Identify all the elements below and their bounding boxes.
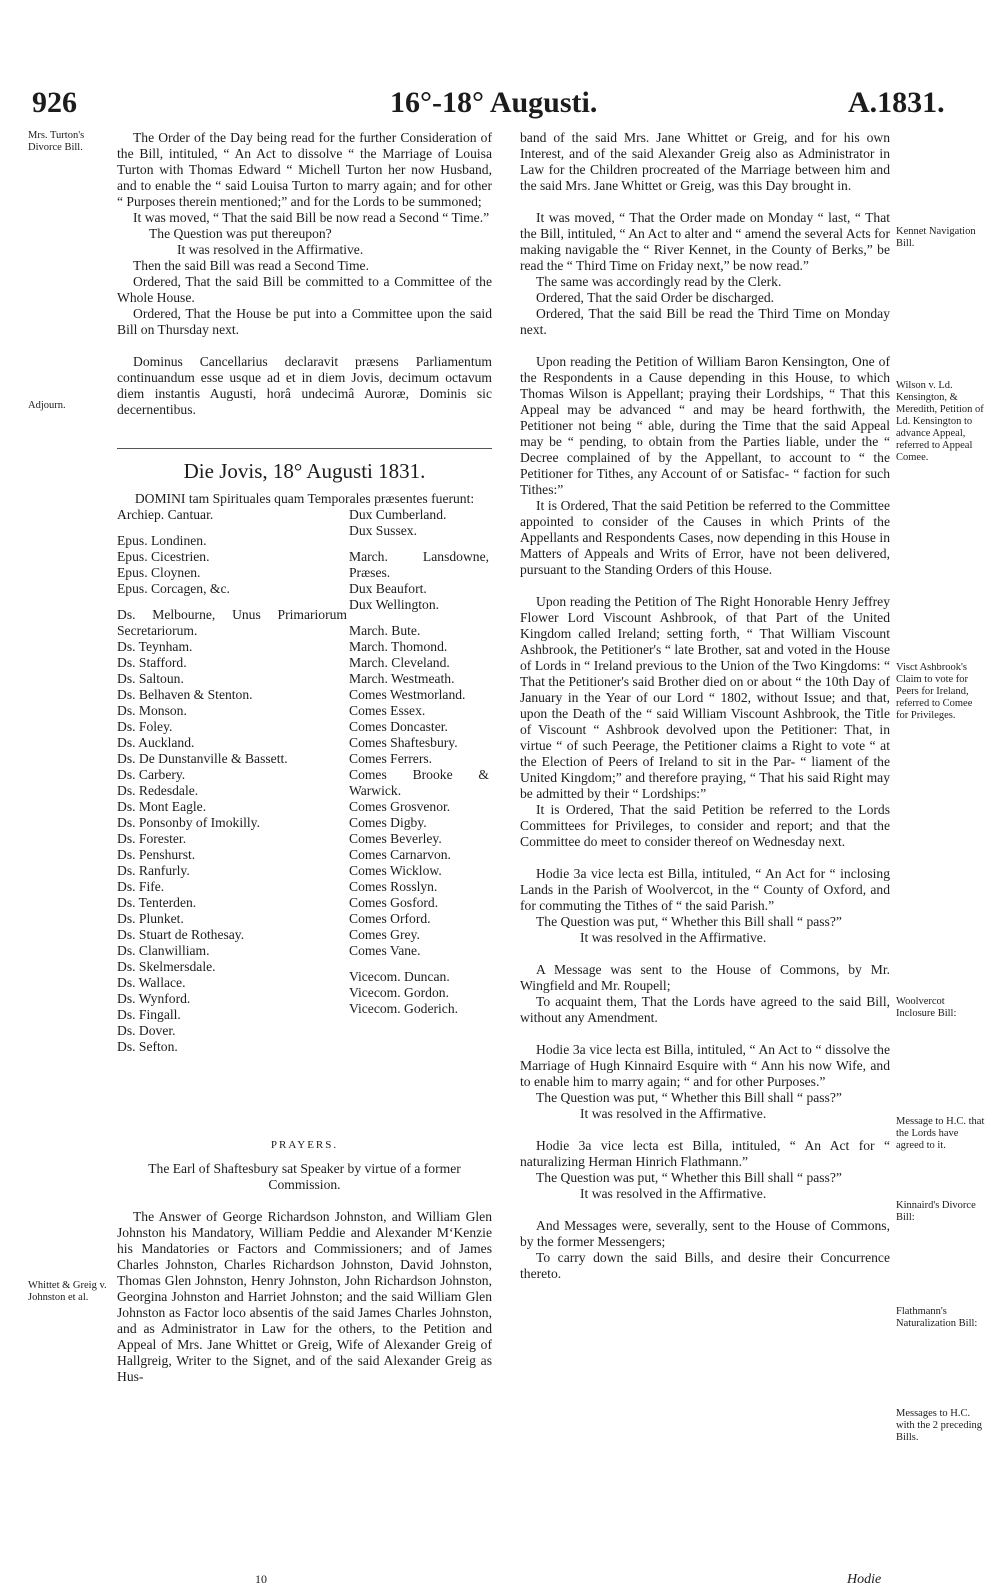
lord-entry: Comes Orford. [349,911,431,926]
lord-entry: Ds. Melbourne, Unus Primariorum Secretariorum. [117,607,347,638]
margin-note-kinnaird: Kinnaird's Divorce Bill: [896,1200,976,1223]
lord-entry: Ds. Saltoun. [117,671,184,686]
lord-entry: March. Cleveland. [349,655,450,670]
margin-note-ashbrook: Visct Ashbrook's Claim to vote for Peers for Ireland, referred to Comee for Privileges. [896,662,973,721]
lord-entry: Ds. Monson. [117,703,187,718]
lord-entry: Dux Sussex. [349,523,417,538]
lords-present-list [117,507,492,1117]
lord-entry: Comes Gosford. [349,895,439,910]
page-number: 926 [32,86,77,119]
paragraph: The Question was put thereupon? [149,226,332,241]
lord-entry: Comes Beverley. [349,831,442,846]
lord-entry: Epus. Corcagen, &c. [117,581,230,596]
paragraph: It was resolved in the Affirmative. [580,930,767,945]
margin-note-woolvercot: Woolvercot Inclosure Bill: [896,996,957,1019]
domini-line: DOMINI tam Spirituales quam Temporales præsentes fuerunt: [134,491,475,506]
lords-right-list [349,507,489,1017]
lord-entry: March. Bute. [349,623,421,638]
prayers-heading: PRAYERS. [270,1139,339,1151]
date-heading: 16°-18° Augusti. [390,86,598,119]
lord-entry: Comes Brooke & Warwick. [349,767,489,798]
paragraph: band of the said Mrs. Jane Whittet or Greig, and for his own Interest, and of the said Alexander Greig also as Administrator in Law for the Children procreated of the Marriage between him and the said Mrs. Jane Whittet or Greig, was this Day brought in. [520,130,890,193]
lord-entry: Vicecom. Goderich. [349,1001,459,1016]
paragraph: It was resolved in the Affirmative. [580,1186,767,1201]
lord-entry: Ds. Penshurst. [117,847,196,862]
lord-entry: Vicecom. Duncan. [349,969,450,984]
paragraph: The same was accordingly read by the Clerk. [536,274,782,289]
lord-entry: March. Lansdowne, Præses. [349,549,489,580]
lord-entry: Ds. Belhaven & Stenton. [117,687,253,702]
lord-entry: Ds. Stuart de Rothesay. [117,927,245,942]
margin-note-turton: Mrs. Turton's Divorce Bill. [28,130,85,153]
signature-mark: 10 [255,1572,267,1586]
lord-entry: March. Westmeath. [349,671,455,686]
lord-entry: Archiep. Cantuar. [117,507,214,522]
margin-note-messages2: Messages to H.C. with the 2 preceding Bills. [896,1408,983,1443]
answer-paragraph: The Answer of George Richardson Johnston, and William Glen Johnston his Mandatory, William Peddie and Alexander M‘Kenzie his Mandatories or Factors and Commissioners; and of James Charles Johnston, Charles Richardson Johnston, David Johnston, Thomas Glen Johnston, Henry Johnston, John Richardson Johnston, Georgina Johnston and Harriet Johnston; and the said William Glen Johnston as Factor loco absentis of the said James Charles Johnston, and as Administrator in Law for the others, to the Petition and Appeal of Mrs. Jane Whittet or Greig, Wife of Alexander Greig of Hallgreig, Writer to the Signet, and of the said Alexander Greig as Hus- [117,1209,492,1384]
margin-note-whittet: Whittet & Greig v. Johnston et al. [28,1280,107,1303]
lord-entry: Ds. Tenterden. [117,895,197,910]
lords-left-list [117,507,347,1055]
margin-note-kennet: Kennet Navigation Bill. [896,226,976,249]
paragraph: It is Ordered, That the said Petition be referred to the Committee appointed to consider of the Causes in which Prints of the Appellants and Respondents Cases, now depending in this House in Matters of Appeals and Writs of Error, have not been delivered, pursuant to the Standing Orders of this House. [520,498,890,577]
margin-note-flathmann: Flathmann's Naturalization Bill: [896,1306,978,1329]
paragraph: The Question was put, “ Whether this Bill shall “ pass?” [536,1090,842,1105]
lord-entry: Comes Grosvenor. [349,799,451,814]
lord-entry: Comes Digby. [349,815,427,830]
right-column [520,130,890,1282]
paragraph: It was resolved in the Affirmative. [580,1106,767,1121]
lord-entry: Ds. Forester. [117,831,187,846]
lord-entry: Ds. Fingall. [117,1007,181,1022]
lord-entry: Comes Westmorland. [349,687,466,702]
page-header [0,86,992,120]
margin-note-wilson: Wilson v. Ld. Kensington, & Meredith, Petition of Ld. Kensington to advance Appeal, referred to Appeal Comee. [896,380,984,463]
paragraph: Ordered, That the said Order be discharged. [536,290,775,305]
lord-entry: Comes Vane. [349,943,421,958]
lord-entry: Epus. Londinen. [117,533,207,548]
paragraph: Hodie 3a vice lecta est Billa, intituled, “ An Act to “ dissolve the Marriage of Hugh Kinnaird Esquire with “ Ann his now Wife, and to enable him to marry again; “ and for other Purposes.” [520,1042,890,1089]
paragraph: Hodie 3a vice lecta est Billa, intituled, “ An Act for “ inclosing Lands in the Parish of Woolvercot, in the “ County of Oxford, and for commuting the Tithes of “ the said Parish.” [520,866,890,913]
paragraph: Hodie 3a vice lecta est Billa, intituled, “ An Act for “ naturalizing Herman Hinrich Flathmann.” [520,1138,890,1169]
paragraph: Upon reading the Petition of The Right Honorable Henry Jeffrey Flower Lord Viscount Ashbrook, of that Part of the United Kingdom called Ireland; setting forth, “ That William Viscount Ashbrook, the Petitioner's “ late Brother, sat and voted in the House of Lords in “ Ireland previous to the Union of the Two Kingdoms: “ That the Petitioner's said Brother died on or about “ the 10th Day of January in the Year of our Lord “ 1802, without Issue; and that, upon the Death of the “ said William Viscount Ashbrook, the Title of Viscount “ Ashbrook devolved upon the Petitioner: That, in virtue “ of such Peerage, the Petitioner claims a Right to vote “ at the Election of Peers of Ireland to sit in the Par- “ liament of the United Kingdom;” and therefore praying, “ That his said Right may be admitted by their “ Lordships:” [520,594,890,801]
paragraph: A Message was sent to the House of Commons, by Mr. Wingfield and Mr. Roupell; [520,962,890,993]
lord-entry: Vicecom. Gordon. [349,985,449,1000]
paragraph: Ordered, That the said Bill be committed to a Committee of the Whole House. [117,274,492,305]
lord-entry: Ds. Skelmersdale. [117,959,216,974]
paragraph: It was moved, “ That the said Bill be now read a Second “ Time.” [133,210,490,225]
paragraph: Upon reading the Petition of William Baron Kensington, One of the Respondents in a Cause depending in this House, to which Thomas Wilson is Appellant; praying their Lordships, “ That this Appeal may be advanced “ and may be heard forthwith, the Petitioner not being “ able, during the Time that the said Appeal may be “ pending, to obtain from the Parties liable, under the “ Decree complained of by the Appellant, to account to “ the Petitioner for Tithes, any Account of or Satisfac- “ faction for such Tithes:” [520,354,890,497]
lord-entry: Comes Essex. [349,703,426,718]
left-column [117,130,492,1385]
paragraph: It was resolved in the Affirmative. [177,242,364,257]
paragraph: The Question was put, “ Whether this Bill shall “ pass?” [536,914,842,929]
lord-entry: Ds. Wallace. [117,975,186,990]
margin-note-adjourn: Adjourn. [28,400,66,411]
paragraph: The Order of the Day being read for the further Consideration of the Bill, intituled, “ An Act to dissolve “ the Marriage of Louisa Turton with Thomas Edward “ Michell Turton her now Husband, and to enable the “ said Louisa Turton to marry again; and for other “ Purposes therein mentioned;” and for the Lords to be summoned; [117,130,492,209]
paragraph: The Question was put, “ Whether this Bill shall “ pass?” [536,1170,842,1185]
lord-entry: Ds. De Dunstanville & Bassett. [117,751,288,766]
lord-entry: Ds. Clanwilliam. [117,943,210,958]
lord-entry: Ds. Redesdale. [117,783,199,798]
lord-entry: Ds. Wynford. [117,991,191,1006]
lord-entry: Comes Doncaster. [349,719,448,734]
lord-entry: Ds. Mont Eagle. [117,799,207,814]
lord-entry: Ds. Plunket. [117,911,184,926]
lord-entry: Ds. Sefton. [117,1039,178,1054]
lord-entry: Comes Wicklow. [349,863,442,878]
paragraph: And Messages were, severally, sent to the House of Commons, by the former Messengers; [520,1218,890,1249]
adjourn-paragraph: Dominus Cancellarius declaravit præsens Parliamentum continuandum esse usque ad et in diem Jovis, decimum octavum diem instantis Augusti, horâ undecimâ Auroræ, Dominis sic decernentibus. [117,354,492,417]
year-heading: A.1831. [848,86,945,119]
lord-entry: Ds. Ponsonby of Imokilly. [117,815,260,830]
lord-entry: Comes Ferrers. [349,751,433,766]
lord-entry: Comes Shaftesbury. [349,735,458,750]
lord-entry: Dux Beaufort. [349,581,427,596]
lord-entry: Comes Carnarvon. [349,847,451,862]
lord-entry: Ds. Foley. [117,719,173,734]
lord-entry: Ds. Dover. [117,1023,176,1038]
lord-entry: Dux Wellington. [349,597,440,612]
lord-entry: Dux Cumberland. [349,507,447,522]
lord-entry: March. Thomond. [349,639,448,654]
lord-entry: Ds. Teynham. [117,639,193,654]
margin-note-message: Message to H.C. that the Lords have agreed to it. [896,1116,985,1151]
lord-entry: Comes Grey. [349,927,420,942]
paragraph: To acquaint them, That the Lords have agreed to the said Bill, without any Amendment. [520,994,890,1025]
section-divider [117,448,492,449]
lord-entry: Epus. Cicestrien. [117,549,210,564]
catchword: Hodie [847,1572,882,1587]
lord-entry: Epus. Cloynen. [117,565,201,580]
lord-entry: Ds. Carbery. [117,767,186,782]
paragraph: Ordered, That the said Bill be read the Third Time on Monday next. [520,306,890,337]
day-heading: Die Jovis, 18° Augusti 1831. [183,459,426,483]
speaker-paragraph: The Earl of Shaftesbury sat Speaker by virtue of a former Commission. [148,1161,461,1192]
paragraph: It was moved, “ That the Order made on Monday “ last, “ That the Bill, intituled, “ An Act to alter and “ amend the several Acts for making navigable the “ River Kennet, in the County of Berks,” be read the “ Third Time on Friday next,” be now read.” [520,210,890,273]
lord-entry: Ds. Stafford. [117,655,187,670]
lord-entry: Ds. Auckland. [117,735,195,750]
paragraph: It is Ordered, That the said Petition be referred to the Lords Committees for Privileges, to consider and report; and that the Committee do meet to consider thereof on Wednesday next. [520,802,890,849]
paragraph: Then the said Bill was read a Second Time. [133,258,369,273]
lord-entry: Comes Rosslyn. [349,879,438,894]
paragraph: Ordered, That the House be put into a Committee upon the said Bill on Thursday next. [117,306,492,337]
lord-entry: Ds. Fife. [117,879,165,894]
lord-entry: Ds. Ranfurly. [117,863,190,878]
paragraph: To carry down the said Bills, and desire their Concurrence thereto. [520,1250,890,1281]
